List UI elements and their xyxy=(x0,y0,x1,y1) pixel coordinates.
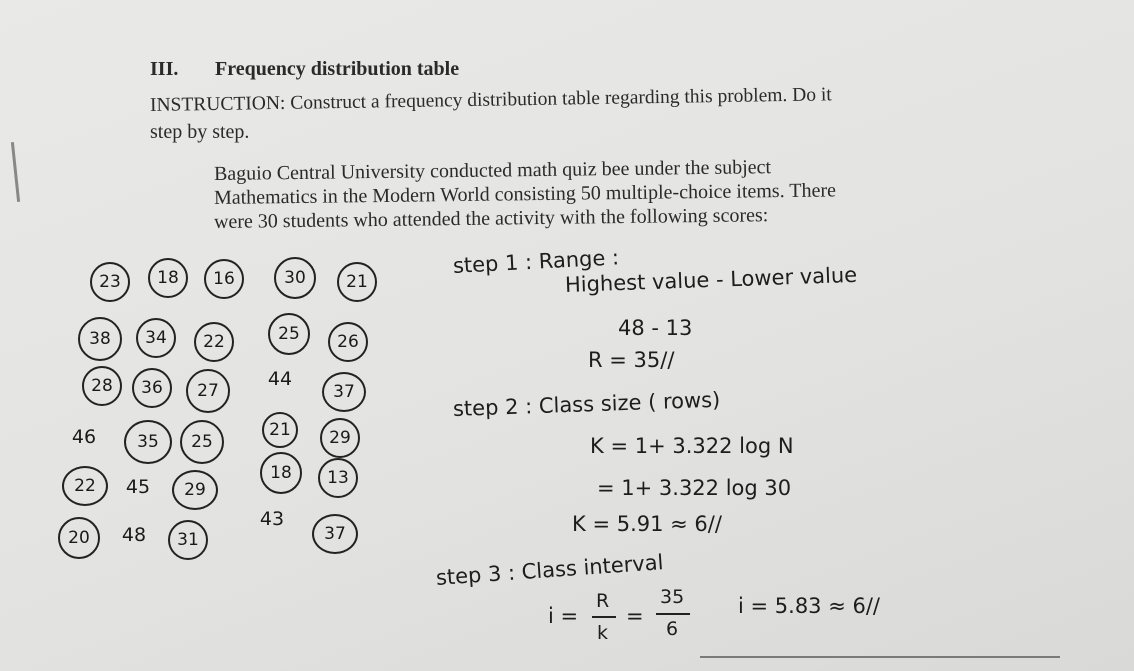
step2-formula: K = 1+ 3.322 log N xyxy=(590,434,794,458)
step3-denominator: 6 xyxy=(666,618,679,640)
score-item: 18 xyxy=(148,258,188,298)
instruction-line-1: INSTRUCTION: Construct a frequency distribution table regarding this problem. Do it xyxy=(149,84,832,116)
step3-numerator-r: R xyxy=(596,590,610,612)
score-item: 21 xyxy=(337,262,377,302)
step2-substitution: = 1+ 3.322 log 30 xyxy=(597,476,792,500)
step3-title: step 3 : Class interval xyxy=(435,550,665,590)
score-item: 23 xyxy=(90,262,130,302)
step1-title: step 1 : Range : xyxy=(452,245,620,278)
score-item: 48 xyxy=(121,524,147,546)
step3-lhs: i = xyxy=(548,604,579,628)
score-item: 13 xyxy=(318,458,358,498)
margin-mark xyxy=(11,142,20,202)
step3-equals: = xyxy=(626,604,644,628)
instruction-line-2: step by step. xyxy=(150,121,250,143)
step3-denominator-k: k xyxy=(597,622,609,644)
score-item: 37 xyxy=(322,372,366,412)
fraction-bar-2 xyxy=(656,613,690,615)
score-item: 30 xyxy=(274,257,316,299)
score-item: 46 xyxy=(71,426,97,448)
step1-result: R = 35// xyxy=(588,348,675,372)
step2-result: K = 5.91 ≈ 6// xyxy=(572,512,722,536)
score-item: 43 xyxy=(259,508,285,530)
step2-title: step 2 : Class size ( rows) xyxy=(452,387,721,421)
score-item: 18 xyxy=(260,452,302,494)
section-number: III. xyxy=(150,58,179,80)
section-title: Frequency distribution table xyxy=(215,58,460,80)
step1-substitution: 48 - 13 xyxy=(618,316,693,340)
score-item: 22 xyxy=(194,322,234,362)
problem-line-2: Mathematics in the Modern World consisting 50 multiple-choice items. There xyxy=(213,179,837,209)
score-item: 31 xyxy=(168,520,208,560)
score-item: 21 xyxy=(262,412,298,448)
fraction-bar-1 xyxy=(592,616,616,618)
score-item: 25 xyxy=(180,420,224,464)
score-item: 45 xyxy=(125,476,151,498)
score-item: 36 xyxy=(132,368,172,408)
score-item: 26 xyxy=(328,322,368,362)
score-item: 16 xyxy=(204,259,244,299)
step3-numerator: 35 xyxy=(660,586,685,608)
step1-formula: Highest value - Lower value xyxy=(564,262,858,297)
score-item: 35 xyxy=(124,420,172,464)
score-item: 27 xyxy=(186,369,230,413)
problem-line-3: were 30 students who attended the activity with the following scores: xyxy=(213,204,769,233)
score-item: 25 xyxy=(268,313,310,355)
bottom-rule xyxy=(700,656,1060,658)
score-item: 29 xyxy=(320,418,360,458)
score-item: 44 xyxy=(267,368,293,390)
score-item: 28 xyxy=(82,366,122,406)
score-item: 38 xyxy=(78,317,122,361)
problem-line-1: Baguio Central University conducted math quiz bee under the subject xyxy=(213,156,772,185)
step3-result: i = 5.83 ≈ 6// xyxy=(738,594,880,618)
score-item: 22 xyxy=(62,466,108,506)
score-item: 37 xyxy=(312,514,358,554)
score-item: 29 xyxy=(172,470,218,510)
score-item: 20 xyxy=(58,517,100,559)
score-item: 34 xyxy=(136,318,176,358)
